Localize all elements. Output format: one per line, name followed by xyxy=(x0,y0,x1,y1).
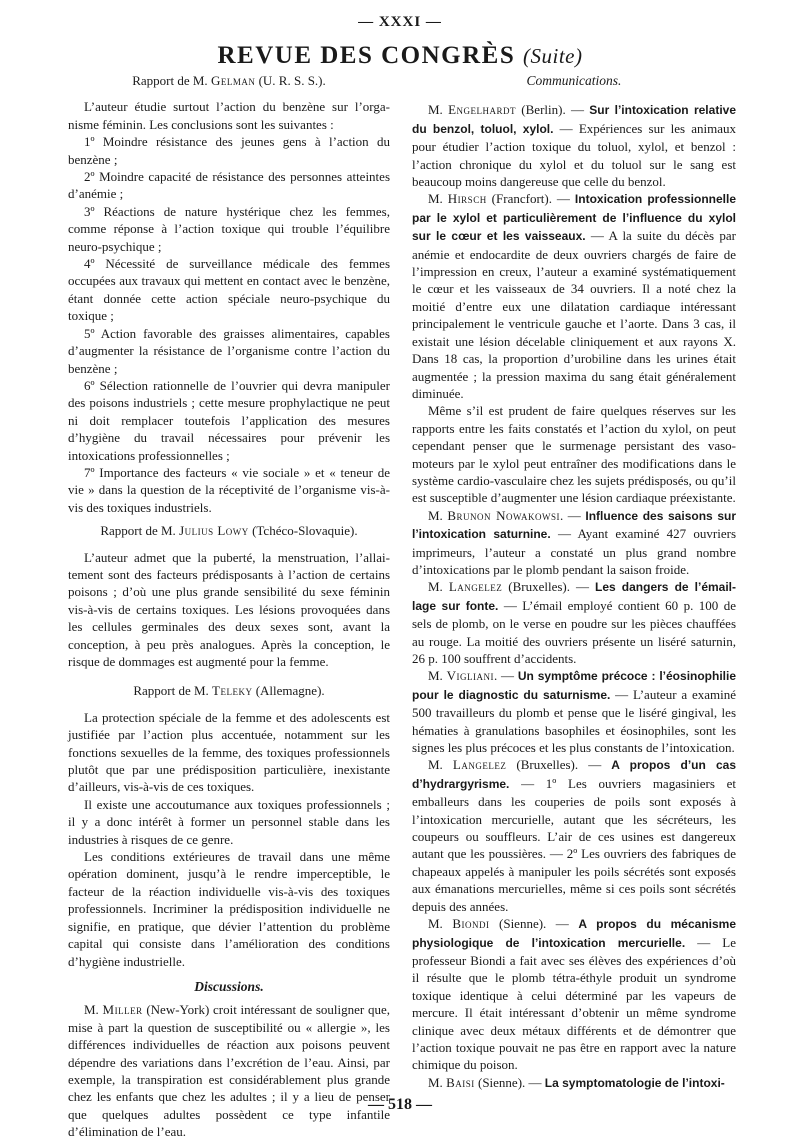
author-name: Langelez xyxy=(448,579,503,595)
communication-title: Intoxication professionnelle par le xylol et particulièrement de l’influence du xylol sur le cœur et les vaisseaux. xyxy=(412,192,737,244)
communication-title: La symptomatologie de l’intoxi- xyxy=(544,1075,725,1090)
communication-title: Les dangers de l’émaillage sur fonte. xyxy=(412,580,737,613)
communication-baisi: M. Baisi (Sienne). — La symptomatologie de l’intoxi- xyxy=(428,1074,725,1090)
rapport-teleky-heading: Rapport de M. Teleky (Allemagne). xyxy=(133,683,325,699)
author-name: Teleky xyxy=(212,683,253,699)
communication-hirsch: M. Hirsch (Francfort). — Intoxication professionnelle par le xylol et particulièrement de l’influence du xylol sur le cœur et les vaisseaux. — A la suite du décès par anémie et endocardite de deux ouvriers chargés de faire de l’impression en creux, l’auteur a examiné systématiquement le cœur et les vaisseaux de 34 ouvriers. Il a noté chez la moitié d’entre eux une dilatation cardiaque intéressant principalement le ventricule gauche et l’aorte. Dans 3 cas, il existait une lésion décelable cliniquement et aux rayons X. Dans 18 cas, la proportion d’urobiline dans les urines était augmentée ; la pression maxima du sang était généralement diminuée. xyxy=(412,191,737,401)
title-text: REVUE DES CONGRÈS xyxy=(217,42,516,69)
paragraph: M. Miller (New-York) croit intéressant de souligner que, mise à part la question de susceptibilité ou « allergie », les différences individuelles de réaction aux poisons peuvent dépendre des variations dans l’excrétion de l’eau. Ainsi, par exemple, la transpiration est considérablement plus grande chez les enfants que chez les adultes ; il y a lieu de penser que quelques adultes possèdent ce type infantile d’élimination de l’eau. xyxy=(68,1002,390,1140)
paragraph: Même s’il est prudent de faire quelques réserves sur les rapports entre les faits constatés et l’action du xylol, on peut cependant penser que le surmenage persistant des vaso-moteurs par le xylol peut entraîner des modifications dans le système cardio-vasculaire chez les sujets prédisposés, ou qu’il est susceptible d’augmenter une lésion cardiaque préexistante. xyxy=(412,403,736,506)
list-item: 6º Sélection rationnelle de l’ouvrier qui devra manipuler des poisons industriels ; cette mesure prophylactique ne peut ni doit remplacer toutefois l’application des mesures d’hygiène du travail nécessaires pour prévenir les intoxications professionnelles ; xyxy=(68,377,390,463)
communication-title: A propos du mécanisme physiologique de l’intoxication mercurielle. xyxy=(412,917,737,950)
paragraph: Les conditions extérieures de travail dans une même opération dominent, jusqu’à le rendre imperceptible, le facteur de la réaction individuelle vis-à-vis des toxiques professionnels. Incriminer la prédisposition individuelle ne signifie, en pratique, que dévier l’attention du problème capital qui consiste dans l’amélioration des conditions d’hygiène industrielle. xyxy=(68,849,390,969)
author-name: Miller xyxy=(102,1002,143,1018)
paragraph: La protection spéciale de la femme et des adolescents est justifiée par l’action plus accentuée, notamment sur les fonctions sexuelles de la femme, des toxiques professionnels plutôt que par une prédisposition particulière, inexistante d’ailleurs, vis-à-vis de ces toxiques. xyxy=(68,709,390,795)
rapport-gelman-heading: Rapport de M. Gelman (U. R. S. S.). xyxy=(132,73,326,88)
author-name: Gelman xyxy=(210,73,256,88)
communication-title: Sur l’intoxication relative du benzol, toluol, xylol. xyxy=(412,103,736,136)
discussions-heading: Discussions. xyxy=(194,978,264,994)
page-number: — 518 — xyxy=(368,1096,432,1113)
list-item: 5º Action favorable des graisses alimentaires, capables d’augmenter la résistance de l’organisme contre l’action du benzène ; xyxy=(68,325,390,376)
communication-langelez-1: M. Langelez (Bruxelles). — Les dangers de l’émaillage sur fonte. — L’émail employé contient 60 p. 100 de sels de plomb, on le verse en poudre sur les pièces chauffées au rouge. La moitié des ouvriers présente un liséré saturnin, 26 p. 100 souffrent d’accidents. xyxy=(412,579,737,666)
author-name: Vigliani xyxy=(446,668,494,684)
title-suite: (Suite) xyxy=(523,44,583,68)
page-title xyxy=(0,42,800,70)
communication-engelhardt: M. Engelhardt (Berlin). — Sur l’intoxication relative du benzol, toluol, xylol. — Expériences sur les animaux pour étudier l’action toxique du toluol, xylol, et benzol : l’action chronique du xylol et du toluol sur le sang est beaucoup moins dangereuse que celle du benzol. xyxy=(412,102,736,190)
paragraph: L’auteur étudie surtout l’action du benzène sur l’organisme féminin. Les conclusions sont les suivantes : xyxy=(68,99,390,132)
communication-biondi: M. Biondi (Sienne). — A propos du mécanisme physiologique de l’intoxication mercurielle. — Le professeur Biondi a fait avec ses élèves des expériences d’où il résulte que le plomb tétra-éthyle produit un syndrome toxique identique à celui déterminé par les vapeurs de mercure. Il était intéressant d’obtenir un même syndrome clinique avec deux métaux différents et de démontrer que l’action toxique pouvait ne pas être en rapport avec la nature chimique du poison. xyxy=(412,916,737,1073)
author-name: Baisi xyxy=(446,1074,475,1090)
communication-title: A propos d’un cas d’hydrargyrisme. xyxy=(412,758,737,791)
list-item: 7º Importance des facteurs « vie sociale » et « teneur de vie » dans la question de la réceptivité de l’organisme vis-à-vis des toxiques industriels. xyxy=(68,464,390,515)
paragraph: L’auteur admet que la puberté, la menstruation, l’allaitement sont des facteurs prédisposants à l’action de certains poisons ; d’où une plus grande sensibilité du sexe féminin vis-à-vis de certains toxiques. Les lésions provoquées dans les cellules germinales des deux sexes sont, avant la conception, à peu près analogues. Après la conception, le risque de dommages est augmenté pour la femme. xyxy=(68,549,390,669)
author-name: Hirsch xyxy=(447,191,487,207)
communication-langelez-2: M. Langelez (Bruxelles). — A propos d’un cas d’hydrargyrisme. — 1º Les ouvriers magasiniers et emballeurs dans les couperies de poils sont exposés à l’intoxication mercurielle, autant que les sécréteurs, les coupeurs ou souffleurs. L’air de ces usines est dangereux autant que les poussières. — 2º Les ouvriers des fabriques de chapeaux appelés à manipuler les poils sécrétés sont exposés aux émanations mercurielles, même si ces poils sont sécrétés depuis des années. xyxy=(412,757,737,914)
author-name: Julius Lowy xyxy=(179,523,249,539)
author-name: Engelhardt xyxy=(448,102,517,118)
paragraph: Il existe une accoutumance aux toxiques professionnels ; il y a donc intérêt à former un personnel stable dans les industries à risques de ce genre. xyxy=(68,796,390,847)
list-item: 4º Nécessité de surveillance médicale des femmes occupées aux travaux qui mettent en contact avec le benzène, étant donnée cette action spéciale neuro-psychique du toxique ; xyxy=(68,256,390,324)
running-head: — XXXI — xyxy=(358,14,442,30)
communication-title: Un symptôme précoce : l’éosinophilie pour le diagnostic du saturnisme. xyxy=(412,669,737,702)
communication-nowakowsi: M. Brunon Nowakowsi. — Influence des saisons sur l’intoxication saturnine. — Ayant examiné 427 ouvriers imprimeurs, l’auteur a constaté un plus grand nombre d’intoxications par le plomb pendant la saison froide. xyxy=(412,507,737,577)
list-item: 2º Moindre capacité de résistance des personnes atteintes d’anémie ; xyxy=(68,169,390,202)
author-name: Brunon Nowakowsi xyxy=(447,507,560,523)
left-column xyxy=(68,72,390,1141)
author-name: Biondi xyxy=(452,916,490,932)
rapport-lowy-heading: Rapport de M. Julius Lowy (Tchéco-Slovaquie). xyxy=(100,523,358,539)
communication-vigliani: M. Vigliani. — Un symptôme précoce : l’éosinophilie pour le diagnostic du saturnisme. — L’auteur a examiné 500 travailleurs du plomb et pense que le liséré gingival, les hématies à granulations basophiles et éosinophiles, sont les signes les plus précoces et les plus constants de l’intoxication. xyxy=(412,668,737,756)
list-item: 1º Moindre résistance des jeunes gens à l’action du benzène ; xyxy=(68,134,390,167)
list-item: 3º Réactions de nature hystérique chez les femmes, comme réponse à l’action toxique qui trouble l’équilibre neuro-psychique ; xyxy=(68,203,390,254)
author-name: Langelez xyxy=(452,757,507,773)
communications-heading: Communications. xyxy=(526,73,622,88)
right-column xyxy=(412,72,736,1092)
communication-title: Influence des saisons sur l’intoxication saturnine. xyxy=(412,508,737,542)
